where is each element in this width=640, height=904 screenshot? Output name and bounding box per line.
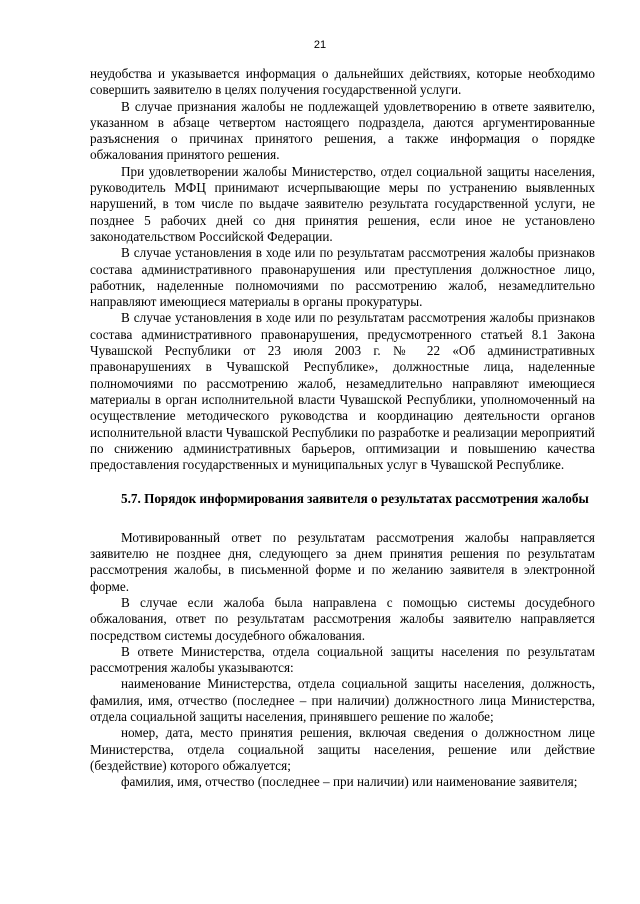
paragraph-decision-details: номер, дата, место принятия решения, включая сведения о должностном лице Министерства, отдела социальной защиты населения, решение или действие (бездействие) которого обжалуется; [90,725,595,773]
page-number: 21 [313,39,327,51]
document-body [90,66,595,790]
paragraph-applicant-name: фамилия, имя, отчество (последнее – при наличии) или наименование заявителя; [121,774,578,790]
paragraph-continuation: неудобства и указывается информация о дальнейших действиях, которые необходимо совершить заявителю в целях получения государственной услуги. [90,66,595,98]
paragraph-prosecution-referral: В случае установления в ходе или по результатам рассмотрения жалобы признаков состава административного правонарушения или преступления должностное лицо, работник, наделенные полномочиями по рассмотрению жалоб, незамедлительно направляют имеющиеся материалы в органы прокуратуры. [90,245,595,310]
paragraph-complaint-rejected: В случае признания жалобы не подлежащей удовлетворению в ответе заявителю, указанном в абзаце четвертом настоящего подраздела, даются аргументированные разъяснения о причинах принятого решения, а также информация о порядке обжалования принятого решения. [90,98,595,163]
paragraph-reasoned-answer: Мотивированный ответ по результатам рассмотрения жалобы направляется заявителю не позднее дня, следующего за днем принятия решения по результатам рассмотрения жалобы, в письменной форме и по желанию заявителя в электронной форме. [90,529,595,594]
paragraph-pretrial-system: В случае если жалоба была направлена с помощью системы досудебного обжалования, ответ по результатам рассмотрения жалобы заявителю направляется посредством системы досудебного обжалования. [90,594,595,643]
section-heading-5-7: 5.7. Порядок информирования заявителя о результатах рассмотрения жалобы [121,491,589,507]
paragraph-ministry-name: наименование Министерства, отдела социальной защиты населения, должность, фамилия, имя, отчество (последнее – при наличии) должностного лица Министерства, отдела социальной защиты населения, принявшего решение по жалобе; [90,676,595,724]
paragraph-answer-contents: В ответе Министерства, отдела социальной защиты населения по результатам рассмотрения жалобы указываются: [90,643,595,676]
paragraph-complaint-satisfied: При удовлетворении жалобы Министерство, отдел социальной защиты населения, руководитель МФЦ принимают исчерпывающие меры по устранению выявленных нарушений, в том числе по выдаче заявителю результата государственной услуги, не позднее 5 рабочих дней со дня принятия решения, если иное не установлено законодательством Российской Федерации. [90,163,595,244]
paragraph-administrative-offense: В случае установления в ходе или по результатам рассмотрения жалобы признаков состава административного правонарушения, предусмотренного статьей 8.1 Закона Чувашской Республики от 23 июля 2003 г. № 22 «Об административных правонарушениях в Чувашской Республике», должностные лица, наделенные полномочиями по рассмотрению жалоб, незамедлительно направляют имеющиеся материалы в орган исполнительной власти Чувашской Республики, уполномоченный на осуществление методического руководства и координацию деятельности органов исполнительной власти Чувашской Республики по разработке и реализации мероприятий по снижению административных барьеров, оптимизации и повышению качества предоставления государственных и муниципальных услуг в Чувашской Республике. [90,310,595,473]
